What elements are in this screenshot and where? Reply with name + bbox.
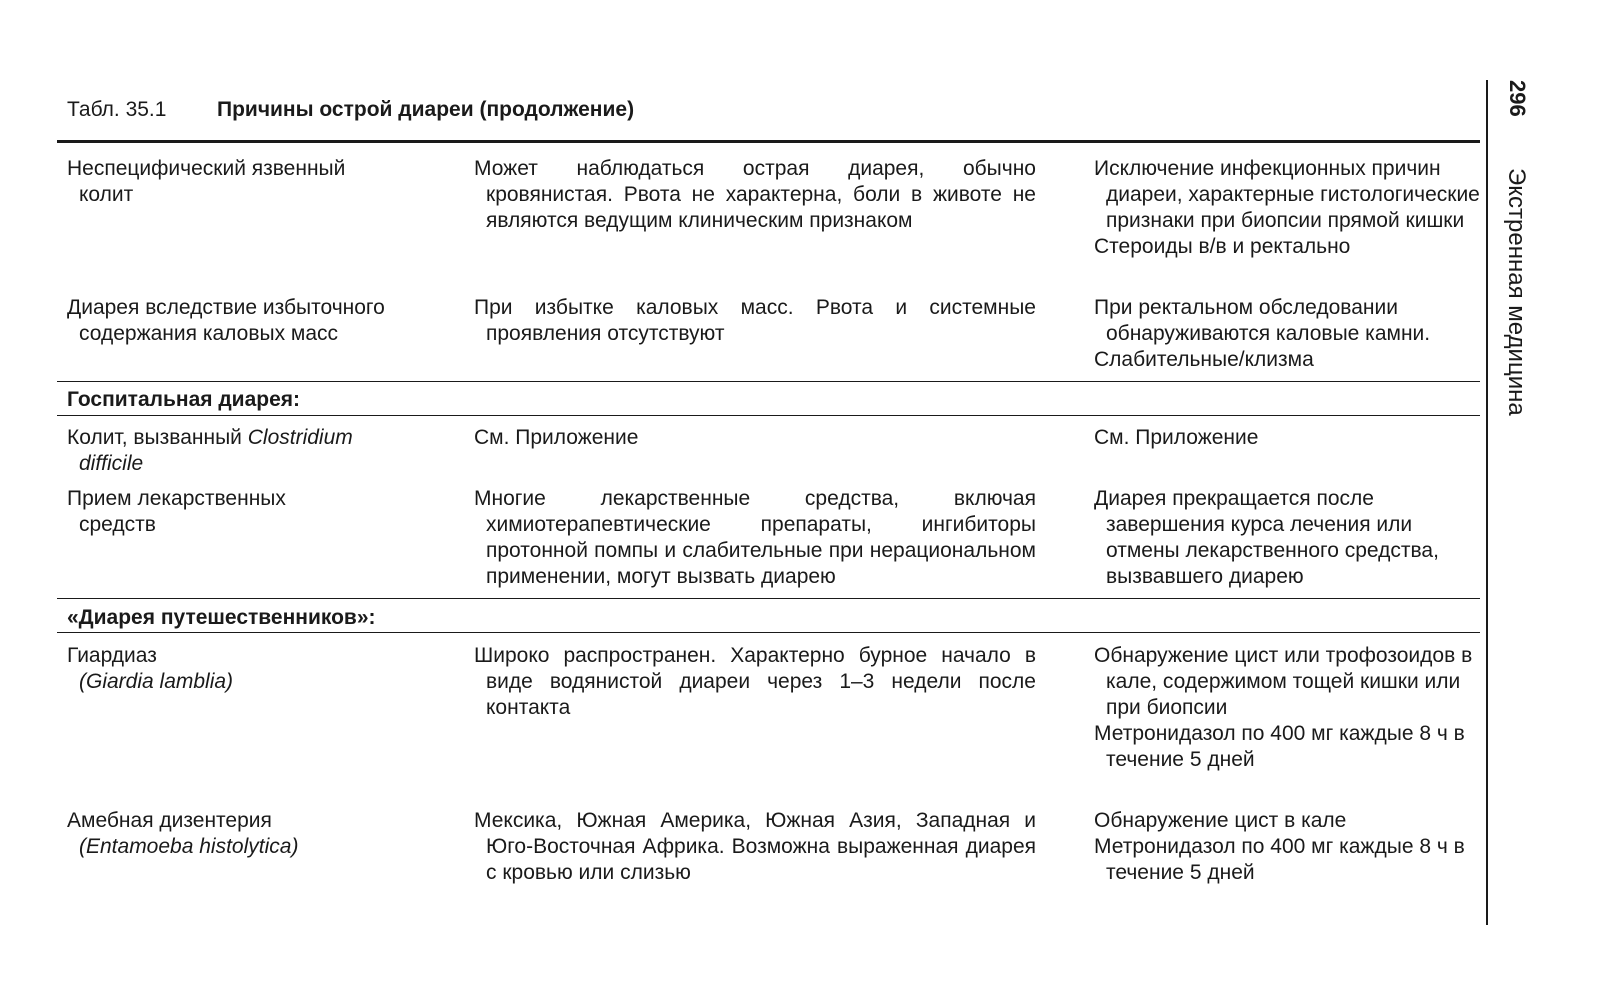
diagnosis-text: Диарея прекращается после завершения курса лечения или отмены лекарственного средства, вызвавшего диарею xyxy=(1094,487,1439,588)
cause-text: содержания каловых масс xyxy=(79,322,339,345)
table-number: Табл. 35.1 xyxy=(67,98,167,121)
diagnosis-cell xyxy=(1094,425,1480,451)
section-rule xyxy=(57,381,1480,382)
section-rule xyxy=(57,415,1480,416)
treatment-text: Метронидазол по 400 мг каждые 8 ч в течение 5 дней xyxy=(1094,835,1465,884)
features-cell xyxy=(474,643,1036,721)
diagnosis-cell xyxy=(1094,808,1480,886)
features-cell xyxy=(474,156,1036,234)
diagnosis-text: При ректальном обследовании обнаруживаются каловые камни. xyxy=(1094,296,1431,345)
cause-cell xyxy=(67,486,437,538)
cause-text: Диарея вследствие избыточного xyxy=(67,296,385,319)
cause-text: Неспецифический язвенный xyxy=(67,157,346,180)
treatment-text: Стероиды в/в и ректально xyxy=(1094,235,1351,258)
features-cell xyxy=(474,808,1036,886)
features-cell xyxy=(474,486,1036,590)
cause-cell xyxy=(67,295,437,347)
table-title: Причины острой диареи (продолжение) xyxy=(217,98,635,121)
cause-cell xyxy=(67,156,437,208)
cause-text: Прием лекарственных xyxy=(67,487,286,510)
section-heading-travelers: «Диарея путешественников»: xyxy=(67,606,376,629)
section-heading-hospital: Госпитальная диарея: xyxy=(67,388,301,411)
diagnosis-text: Обнаружение цист или трофозоидов в кале, содержимом тощей кишки или при биопсии xyxy=(1094,644,1473,719)
side-rule xyxy=(1486,80,1488,925)
cause-text: Гиардиаз xyxy=(67,644,157,667)
diagnosis-text: Обнаружение цист в кале xyxy=(1094,809,1347,832)
cause-text: Амебная дизентерия xyxy=(67,809,272,832)
diagnosis-cell xyxy=(1094,295,1480,373)
features-cell xyxy=(474,295,1036,347)
cause-text xyxy=(67,425,437,451)
diagnosis-cell xyxy=(1094,643,1480,773)
features-text: Широко распространен. Характерно бурное начало в виде водянистой диареи через 1–3 недели после контакта xyxy=(474,644,1036,719)
cause-cell xyxy=(67,643,437,695)
diagnosis-text: См. Приложение xyxy=(1094,426,1259,449)
features-text: См. Приложение xyxy=(474,426,639,449)
cause-text: средств xyxy=(79,513,156,536)
diagnosis-cell xyxy=(1094,486,1480,590)
running-head: Экстренная медицина xyxy=(1503,168,1530,416)
features-cell xyxy=(474,425,1036,451)
features-text: При избытке каловых масс. Рвота и системные проявления отсутствуют xyxy=(474,296,1036,345)
diagnosis-cell xyxy=(1094,156,1480,260)
cause-cell xyxy=(67,808,437,860)
features-text: Может наблюдаться острая диарея, обычно кровянистая. Рвота не характерна, боли в животе не являются ведущим клиническим признаком xyxy=(474,157,1036,232)
cause-cell xyxy=(67,425,437,477)
section-rule xyxy=(57,598,1480,599)
features-text: Мексика, Южная Америка, Южная Азия, Западная и Юго-Восточная Африка. Возможна выраженная диарея с кровью или слизью xyxy=(474,809,1036,884)
treatment-text: Слабительные/клизма xyxy=(1094,348,1314,371)
cause-text-plain: Колит, вызванный xyxy=(67,426,248,449)
treatment-text: Метронидазол по 400 мг каждые 8 ч в течение 5 дней xyxy=(1094,722,1465,771)
cause-text-latin: (Giardia lamblia) xyxy=(79,670,234,693)
cause-text: колит xyxy=(79,183,134,206)
cause-text-latin: difficile xyxy=(79,452,144,475)
features-text: Многие лекарственные средства, включая химиотерапевтические препараты, ингибиторы протонной помпы и слабительные при нерациональном применении, могут вызвать диарею xyxy=(474,487,1036,588)
cause-text-latin: Clostridium xyxy=(247,426,353,449)
section-rule xyxy=(57,632,1480,633)
diagnosis-text: Исключение инфекционных причин диареи, характерные гистологические признаки при биопсии прямой кишки xyxy=(1094,157,1480,232)
table-caption xyxy=(67,98,634,122)
table-top-rule xyxy=(57,140,1480,143)
page-number: 296 xyxy=(1505,80,1530,117)
cause-text-latin: (Entamoeba histolytica) xyxy=(79,835,299,858)
